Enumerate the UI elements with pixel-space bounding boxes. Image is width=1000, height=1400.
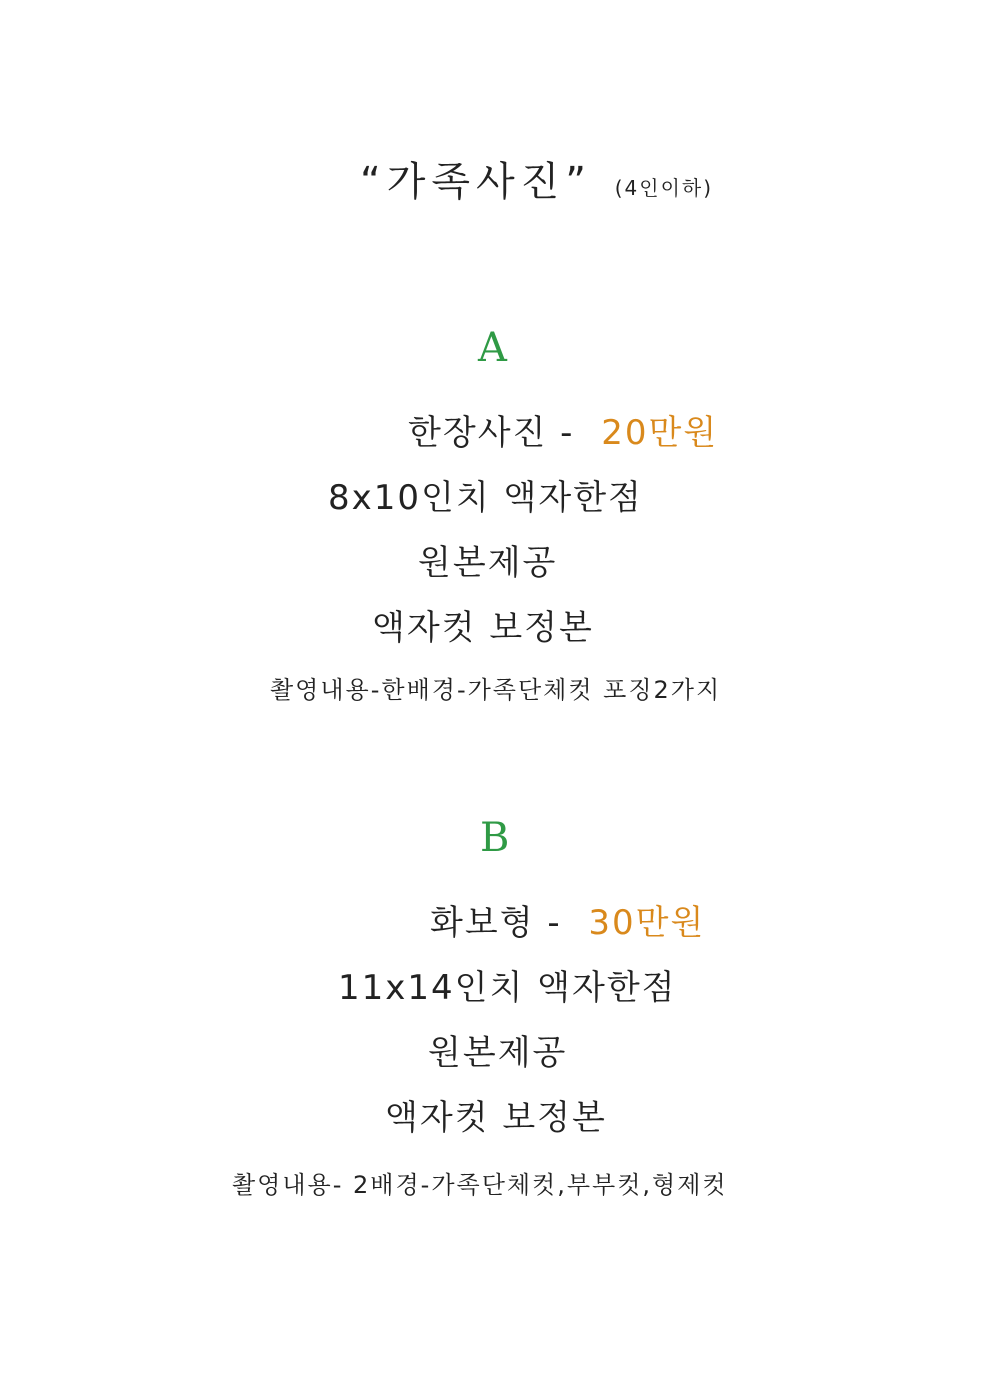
package-a-price: 20만원: [601, 413, 719, 453]
page-title-main: “가족사진”: [360, 159, 593, 205]
page-title-sub: (4인이하): [614, 176, 714, 200]
package-a-original: 원본제공: [418, 543, 558, 583]
package-a-retouch: 액자컷 보정본: [372, 608, 594, 648]
package-b-price-line: [430, 895, 705, 944]
package-a-letter: A: [478, 325, 507, 371]
package-b-original: 원본제공: [428, 1033, 568, 1073]
package-b-letter: B: [480, 815, 510, 861]
package-a-price-line: [408, 405, 718, 454]
package-b-price: 30만원: [588, 903, 706, 943]
package-b-content: 촬영내용- 2배경-가족단체컷,부부컷,형제컷: [232, 1171, 728, 1199]
package-a-content: 촬영내용-한배경-가족단체컷 포징2가지: [270, 676, 722, 704]
package-b-retouch: 액자컷 보정본: [385, 1098, 607, 1138]
package-a-name: 한장사진 -: [408, 413, 575, 453]
package-b-name: 화보형 -: [430, 903, 562, 943]
package-a-frame: 8x10인치 액자한점: [328, 478, 643, 518]
package-b-frame: 11x14인치 액자한점: [338, 968, 677, 1008]
page-title: [360, 150, 713, 207]
